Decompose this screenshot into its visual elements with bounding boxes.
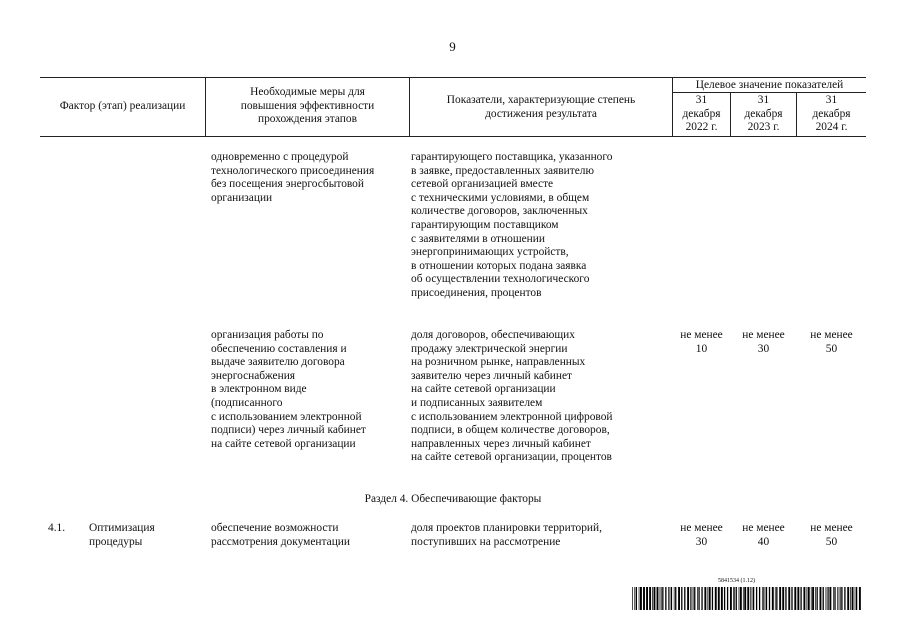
row-text-line: организация работы по [211, 329, 324, 341]
row-value-line: 30 [695, 535, 708, 548]
row-text-line: процедуры [89, 535, 143, 548]
row-text-line: гарантирующего поставщика, указанного [411, 151, 613, 163]
header-bottom-rule [40, 136, 866, 137]
row-text-line: об осуществлении технологического [411, 273, 590, 286]
row-text-line: энергопринимающих устройств, [411, 246, 569, 259]
row-value-2023 [731, 522, 796, 549]
row-measures [211, 151, 374, 205]
header-year-2022 [673, 94, 730, 135]
header-year-line: декабря [744, 107, 783, 120]
row-value-line: не менее [810, 329, 853, 341]
row-text-line: Оптимизация [89, 522, 155, 534]
row-text-line: подписи, в общем количестве договоров, [411, 424, 610, 437]
row-text-line: (подписанного [211, 396, 283, 409]
row-text-line: количестве договоров, заключенных [411, 205, 588, 218]
row-text-line: без посещения энергосбытовой [211, 178, 364, 191]
header-target-title: Целевое значение показателей [695, 79, 844, 91]
row-text-line: доля проектов планировки территорий, [411, 522, 602, 534]
row-text-line: продажу электрической энергии [411, 342, 568, 355]
header-indicators-line: Показатели, характеризующие степень [446, 94, 636, 106]
header-indicators-line: достижения результата [485, 107, 597, 120]
row-value-2024 [797, 329, 866, 356]
row-text-line: рассмотрения документации [211, 535, 350, 548]
row-value-line: не менее [680, 329, 723, 341]
row-text-line: доля договоров, обеспечивающих [411, 329, 575, 341]
row-text-line: на сайте сетевой организации [411, 383, 556, 396]
row-indicators [411, 329, 613, 465]
row-text-line: обеспечение возможности [211, 522, 339, 534]
row-text-line: одновременно с процедурой [211, 151, 349, 163]
row-text-line: на сайте сетевой организации [211, 437, 356, 450]
page-number: 9 [449, 39, 456, 54]
row-measures [211, 522, 350, 549]
header-measures-line: прохождения этапов [258, 113, 357, 126]
row-value-line: не менее [810, 522, 853, 534]
row-value-2024 [797, 522, 866, 549]
row-text-line: направленных через личный кабинет [411, 437, 591, 450]
row-text-line: поступивших на рассмотрение [411, 535, 561, 548]
row-value-line: 10 [695, 342, 708, 355]
header-measures-line: Необходимые меры для [250, 86, 365, 98]
row-value-line: не менее [680, 522, 723, 534]
header-year-line: декабря [812, 107, 851, 120]
row-factor [89, 522, 155, 549]
section-title: Раздел 4. Обеспечивающие факторы [364, 493, 542, 505]
row-text-line: с использованием электронной [211, 410, 362, 423]
row-indicators [411, 522, 602, 549]
header-year-line: 2024 г. [815, 121, 848, 134]
row-value-line: 40 [757, 535, 770, 548]
header-year-line: 31 [757, 94, 770, 106]
row-number: 4.1. [48, 522, 66, 534]
row-text-line: с техническими условиями, в общем [411, 191, 590, 204]
row-text-line: в отношении которых подана заявка [411, 259, 587, 272]
row-text-line: с заявителями в отношении [411, 232, 545, 245]
row-text-line: организации [211, 191, 273, 204]
header-year-line: 31 [695, 94, 708, 106]
row-value-line: 30 [757, 342, 770, 355]
row-value-2022 [673, 329, 730, 356]
row-text-line: выдаче заявителю договора [211, 356, 345, 369]
row-text-line: на розничном рынке, направленных [411, 356, 586, 369]
row-text-line: гарантирующим поставщиком [411, 218, 559, 231]
barcode-icon [632, 587, 861, 610]
row-indicators [411, 151, 612, 301]
header-measures [206, 86, 409, 127]
header-indicators [410, 94, 672, 121]
row-text-line: сетевой организацией вместе [411, 178, 554, 191]
row-value-2023 [731, 329, 796, 356]
header-year-2024 [797, 94, 866, 135]
row-text-line: на сайте сетевой организации, процентов [411, 451, 612, 464]
row-text-line: в электронном виде [211, 383, 307, 396]
row-text-line: присоединения, процентов [411, 286, 542, 299]
row-text-line: и подписанных заявителем [411, 396, 543, 409]
row-value-line: 50 [825, 535, 838, 548]
header-year-2023 [731, 94, 796, 135]
row-text-line: технологического присоединения [211, 164, 375, 177]
header-year-line: 2022 г. [685, 121, 718, 134]
row-text-line: подписи) через личный кабинет [211, 424, 366, 437]
row-text-line: в заявке, предоставленных заявителю [411, 164, 594, 177]
row-text-line: обеспечению составления и [211, 342, 347, 355]
row-value-line: не менее [742, 329, 785, 341]
row-text-line: заявителю через личный кабинет [411, 369, 573, 382]
row-text-line: энергоснабжения [211, 369, 296, 382]
header-year-line: декабря [682, 107, 721, 120]
row-measures [211, 329, 366, 451]
header-factor: Фактор (этап) реализации [59, 100, 186, 112]
row-value-2022 [673, 522, 730, 549]
header-year-line: 31 [825, 94, 838, 106]
row-value-line: не менее [742, 522, 785, 534]
header-measures-line: повышения эффективности [240, 99, 375, 112]
header-year-line: 2023 г. [747, 121, 780, 134]
barcode-caption: 5841534 (1.12) [718, 578, 755, 584]
header-top-rule [40, 77, 866, 78]
row-text-line: с использованием электронной цифровой [411, 410, 613, 423]
row-value-line: 50 [825, 342, 838, 355]
